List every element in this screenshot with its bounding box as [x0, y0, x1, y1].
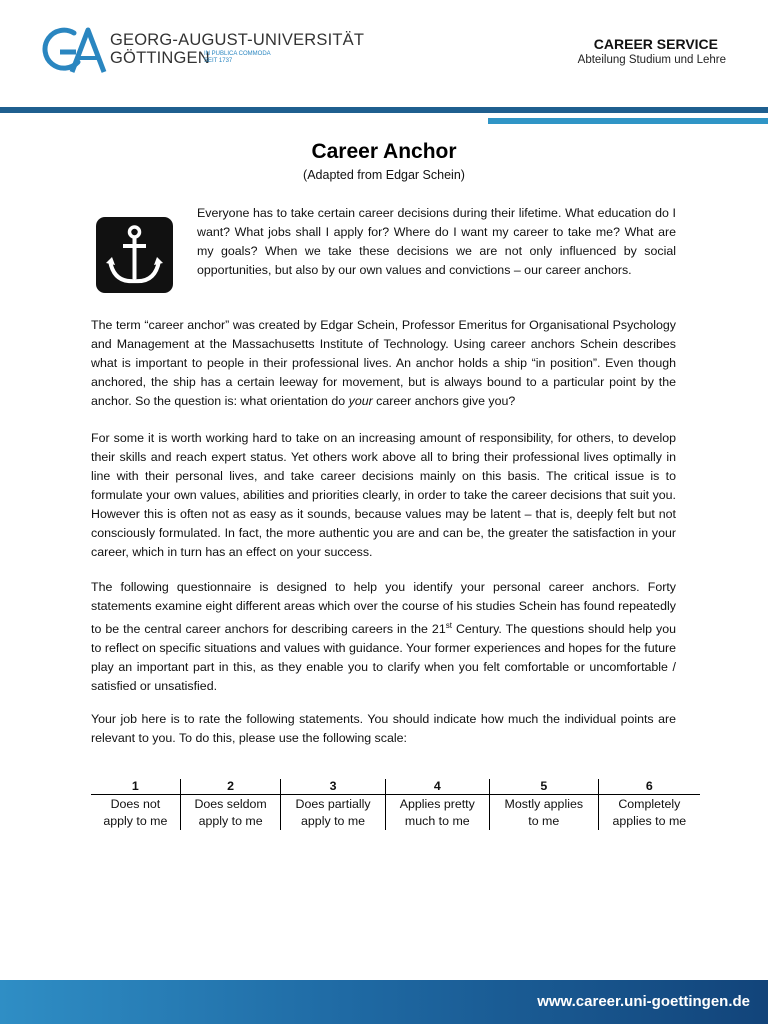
scale-description-line: much to me: [404, 814, 470, 828]
career-service-title: CAREER SERVICE: [593, 36, 718, 52]
scale-description-line: Mostly applies: [504, 797, 584, 811]
scale-description-line: Does partially: [295, 797, 371, 811]
scale-description: [489, 795, 598, 831]
emphasis-text: your: [348, 394, 373, 408]
paragraph-text: The following questionnaire is designed to help you identify your personal career anchors. Forty statements examine eight different areas which over the course of his studies Schein has found repeatedly to be the central career anchors for describing careers in the 21: [91, 580, 676, 637]
scale-number: 5: [489, 779, 598, 795]
scale-description-line: Does not: [110, 797, 161, 811]
scale-description-line: apply to me: [301, 814, 366, 828]
scale-description-line: Does seldom: [194, 797, 267, 811]
department-name: Abteilung Studium und Lehre: [577, 54, 726, 66]
scale-description-line: Applies pretty: [399, 797, 475, 811]
footer-bar: [0, 980, 768, 1024]
scale-description: [385, 795, 489, 831]
paragraph-motivation: [91, 429, 676, 562]
university-motto: [204, 51, 271, 65]
paragraph-text: Everyone has to take certain career decisions during their lifetime. What education do I want? What jobs shall I apply for? Where do I want my career to take me? What are my goals? When we take these decisions we are not only influenced by social opportunities, but also by our own values and convictions – our career anchors.: [197, 206, 676, 277]
paragraph-text: Your job here is to rate the following statements. You should indicate how much the individual points are relevant to you. To do this, please use the following scale:: [91, 712, 676, 745]
rating-scale-table: [91, 779, 700, 830]
scale-number-row: [91, 779, 700, 795]
scale-number: 6: [598, 779, 700, 795]
scale-number: 2: [180, 779, 281, 795]
scale-description-line: applies to me: [612, 814, 687, 828]
ga-logo-mark-icon: [42, 26, 108, 76]
header-divider-dark: [0, 107, 768, 113]
scale-description-row: [91, 795, 700, 831]
paragraph-text: For some it is worth working hard to take on an increasing amount of responsibility, for others, to develop their skills and reach expert status. Yet others work above all to bring their professional lives optimally in line with their personal lives, and take career decisions mainly on this basis. The critical issue is to formulate your own values, abilities and priorities clearly, in order to take the career decisions that suit you. However this is often not as easy as it sounds, because values may be latent – that is, deeply felt but not consciously formulated. In fact, the more authentic you are and can be, the greater the satisfaction in your career, which in turn has an effect on your success.: [91, 431, 676, 559]
paragraph-text: Century. The questions should help you to reflect on specific situations and values with guidance. Your former experiences and hopes for the future play an important part in this, as they enable you to clarify when you felt comfortable or uncomfortable / satisfied or unsatisfied.: [91, 622, 676, 694]
scale-description-line: Completely: [618, 797, 681, 811]
university-name-line1: GEORG-AUGUST-UNIVERSITÄT: [110, 31, 365, 49]
university-name-line2: GÖTTINGEN: [110, 49, 210, 67]
paragraph-questionnaire: [91, 578, 676, 696]
paragraph-instructions: [91, 710, 676, 748]
paragraph-text: The term “career anchor” was created by Edgar Schein, Professor Emeritus for Organisational Psychology and Management at the Massachusetts Institute of Technology. Using career anchors Schein describes what is important to people in their professional lives. An anchor holds a ship “in position”. Even though anchored, the ship has a certain leeway for movement, but is always bound to a particular point by the anchor. So the question is: what orientation do: [91, 318, 676, 408]
document-subtitle: (Adapted from Edgar Schein): [303, 168, 465, 182]
paragraph-definition: [91, 316, 676, 411]
paragraph-intro: [197, 204, 676, 280]
motto-line1: IN PUBLICA COMMODA: [204, 51, 271, 57]
document-title: Career Anchor: [311, 140, 457, 163]
scale-description-line: apply to me: [198, 814, 263, 828]
scale-number: 1: [91, 779, 180, 795]
university-logo: [42, 26, 365, 76]
scale-description: [91, 795, 180, 831]
motto-line2: SEIT 1737: [204, 58, 233, 64]
scale-description: [598, 795, 700, 831]
scale-description-line: apply to me: [103, 814, 168, 828]
footer-website-link[interactable]: www.career.uni-goettingen.de: [537, 993, 750, 1010]
header-divider-light: [488, 118, 768, 124]
scale-description-line: to me: [528, 814, 560, 828]
scale-number: 4: [385, 779, 489, 795]
anchor-icon: [96, 217, 173, 293]
scale-number: 3: [281, 779, 385, 795]
scale-description: [281, 795, 385, 831]
superscript-text: st: [445, 621, 452, 630]
paragraph-text: career anchors give you?: [372, 394, 516, 408]
scale-description: [180, 795, 281, 831]
